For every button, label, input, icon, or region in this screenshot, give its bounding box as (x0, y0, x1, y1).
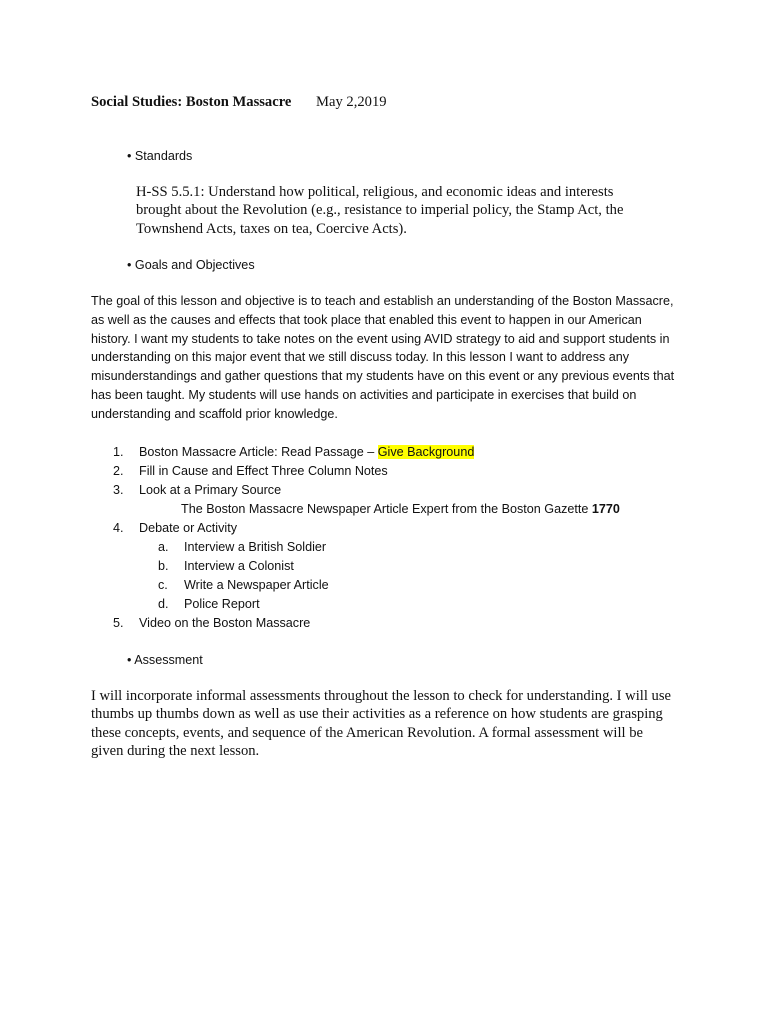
list-item-text: Video on the Boston Massacre (139, 616, 311, 630)
assessment-paragraph: I will incorporate informal assessments throughout the lesson to check for understanding. I will use thumbs up thumbs down as well as use their activities as a reference on how students are grasping these concepts, events, and sequence of the American Revolution. A formal assessment will be given during the next lesson. (91, 688, 671, 759)
sub-item-text: Interview a British Soldier (184, 540, 327, 554)
primary-source-detail (181, 500, 620, 519)
standards-text: H-SS 5.5.1: Understand how political, religious, and economic ideas and interests brought about the Revolution (e.g., resistance to imperial policy, the Stamp Act, the Townshend Acts, taxes on tea, Coercive Acts). (136, 184, 624, 237)
list-number: 4. (113, 521, 124, 535)
sub-letter: a. (158, 540, 169, 554)
sub-item-text: Write a Newspaper Article (184, 578, 329, 592)
assessment-heading: • Assessment (127, 653, 203, 667)
list-item-text: Debate or Activity (139, 521, 237, 535)
sub-item-b (158, 557, 294, 576)
sub-item-text: Police Report (184, 597, 260, 611)
primary-source-year: 1770 (591, 502, 620, 516)
sub-letter: b. (158, 559, 169, 573)
goals-paragraph: The goal of this lesson and objective is to teach and establish an understanding of the Boston Massacre, as well as the causes and effects that took place that enabled this event to happen in our American history. I want my students to take notes on the event using AVID strategy to aid and support students in understanding on this major event that we still discuss today. In this lesson I want to address any misunderstandings and gather questions that my students have on this event or any previous events that has been taught. My students will use hands on activities and participate in exercises that build on understanding and scaffold prior knowledge. (91, 294, 675, 421)
sub-item-text: Interview a Colonist (184, 559, 294, 573)
list-item-2 (113, 462, 388, 481)
standards-heading: • Standards (127, 149, 193, 163)
list-item-text: Fill in Cause and Effect Three Column Notes (139, 464, 388, 478)
list-number: 3. (113, 483, 124, 497)
primary-source-text: The Boston Massacre Newspaper Article Expert from the Boston Gazette (181, 502, 589, 516)
list-item-text: Look at a Primary Source (139, 483, 282, 497)
list-item-4 (113, 519, 237, 538)
list-number: 2. (113, 464, 124, 478)
list-item-1 (113, 443, 474, 462)
sub-item-c (158, 576, 329, 595)
list-number: 5. (113, 616, 124, 630)
sub-letter: d. (158, 597, 169, 611)
sub-item-d (158, 595, 260, 614)
highlighted-text: Give Background (377, 445, 475, 459)
list-item-text: Boston Massacre Article: Read Passage – (139, 445, 375, 459)
document-title: Social Studies: Boston Massacre (91, 94, 292, 110)
list-item-3 (113, 481, 281, 500)
goals-heading: • Goals and Objectives (127, 258, 255, 272)
sub-item-a (158, 538, 326, 557)
list-number: 1. (113, 445, 124, 459)
document-date: May 2,2019 (316, 94, 387, 110)
sub-letter: c. (158, 578, 168, 592)
list-item-5 (113, 614, 310, 633)
